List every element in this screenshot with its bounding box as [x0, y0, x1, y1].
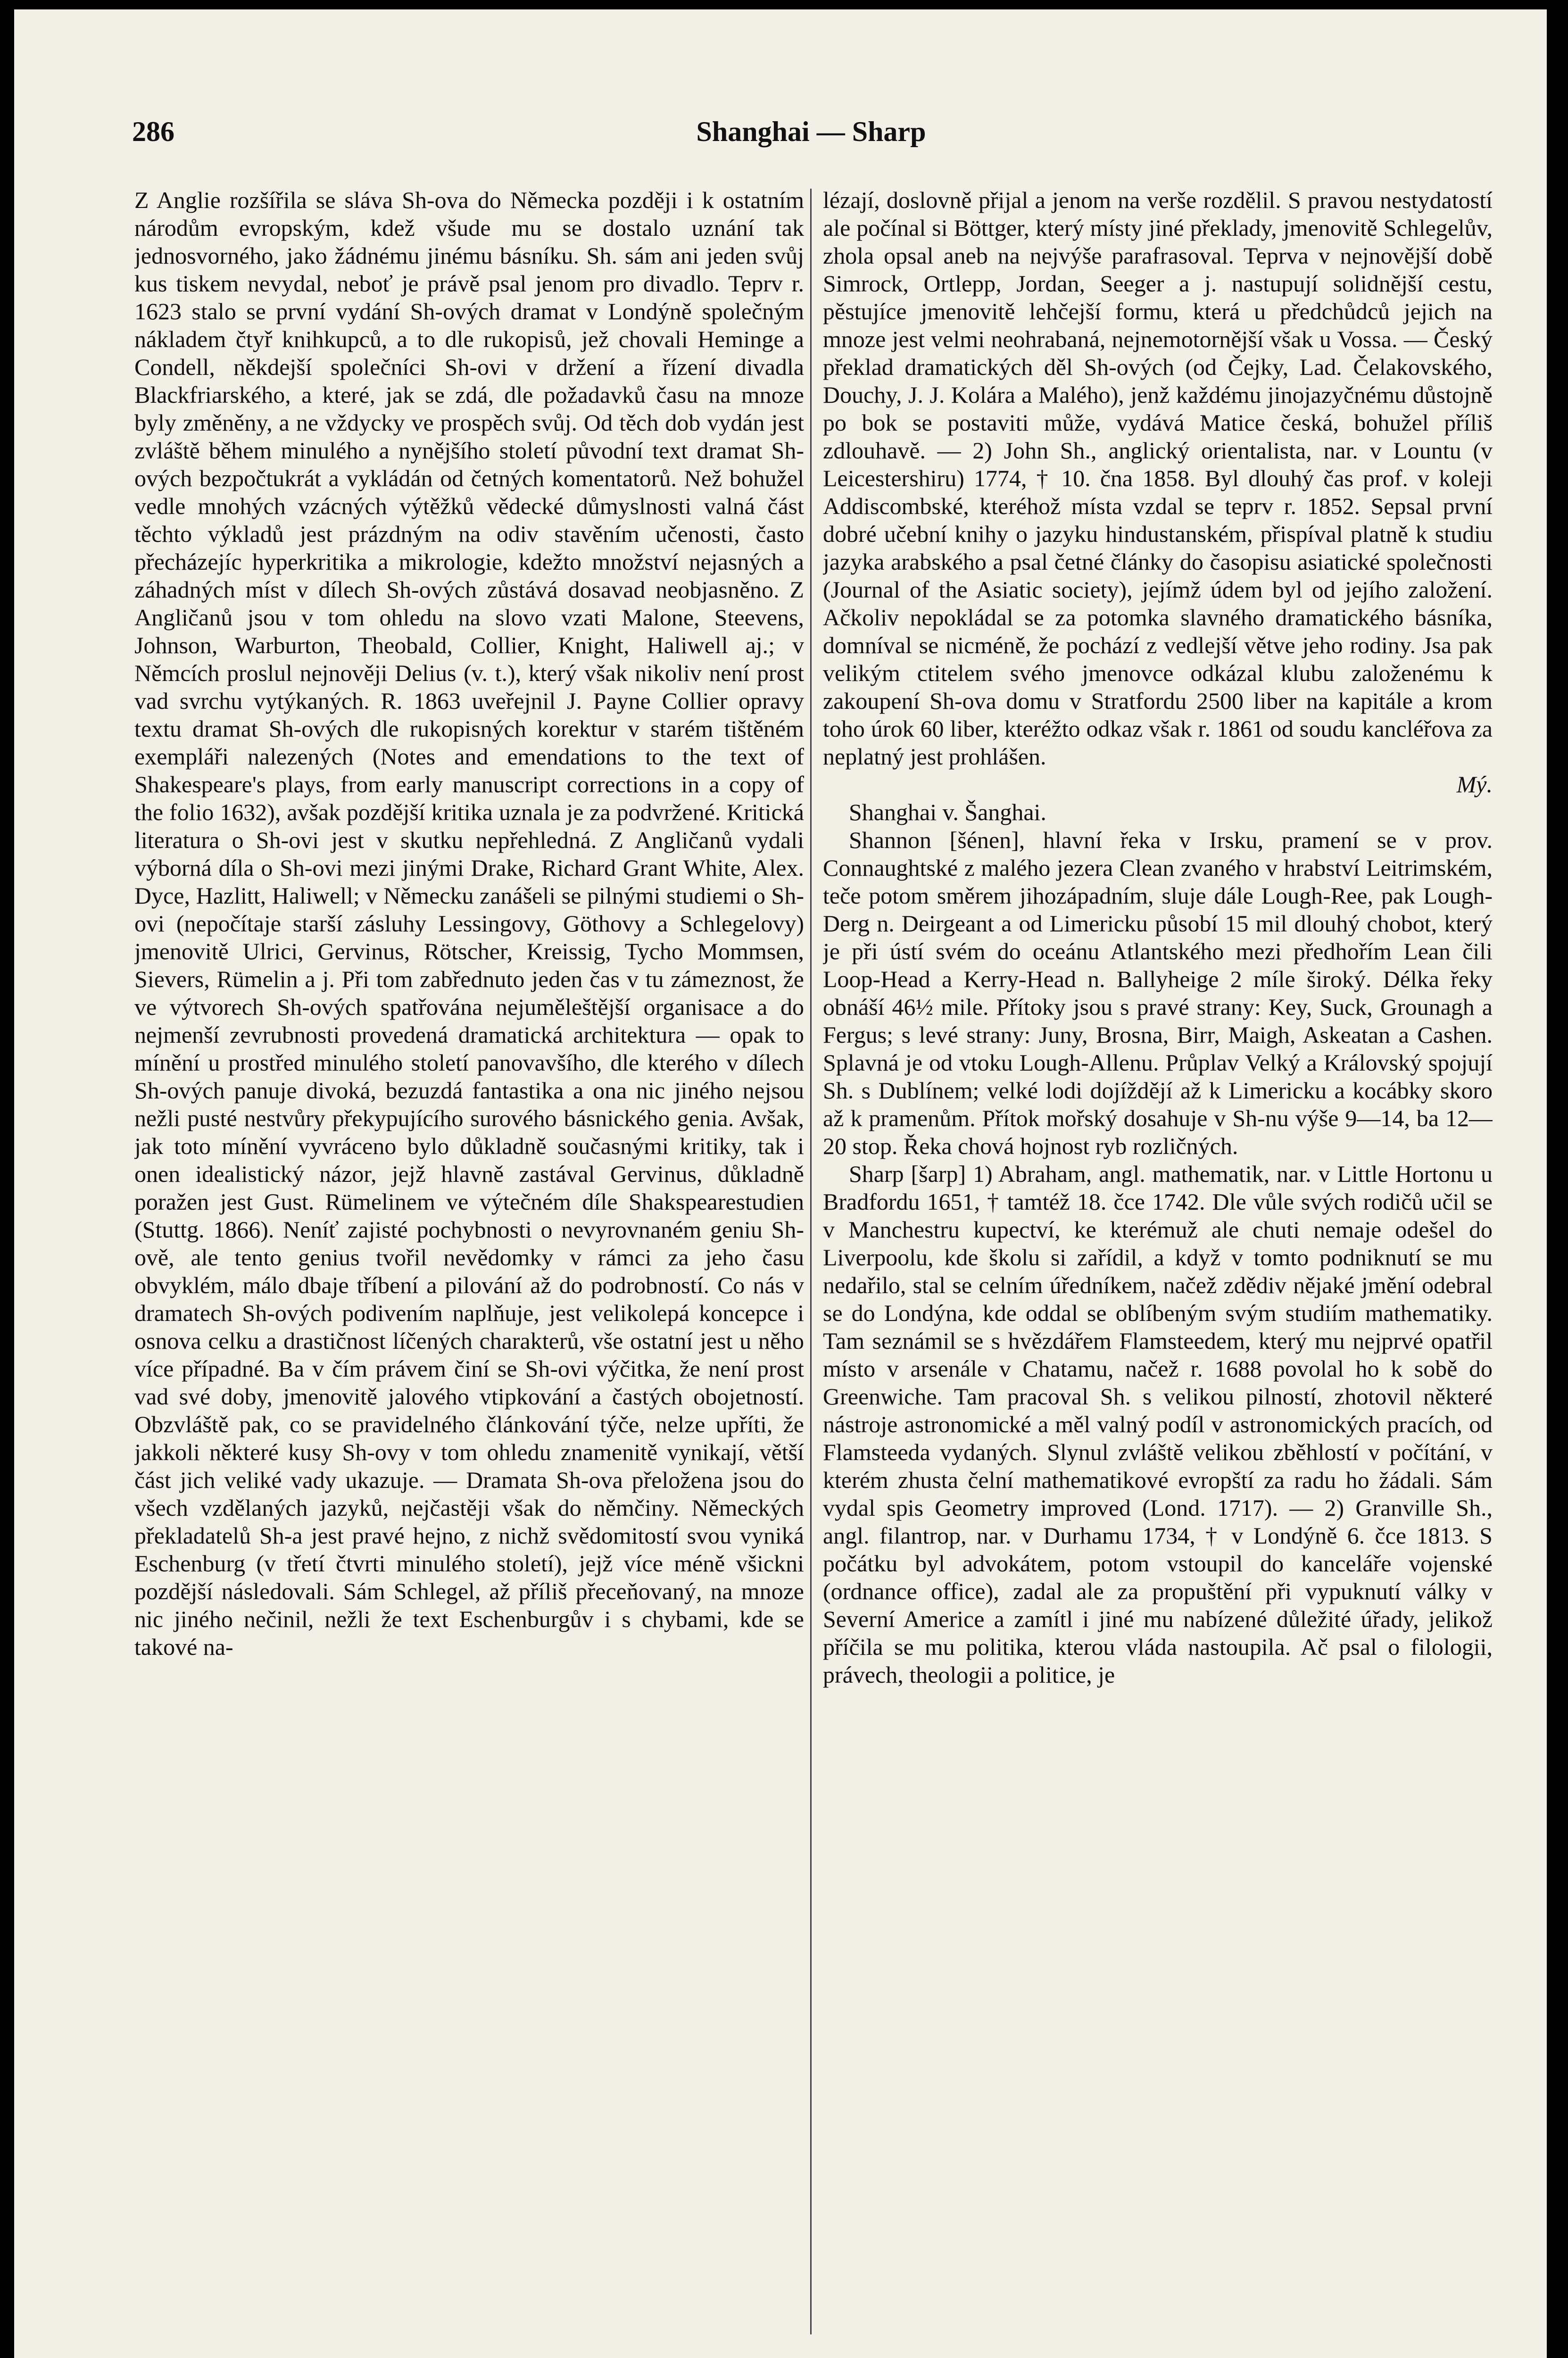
left-column — [134, 186, 804, 2358]
right-column — [823, 186, 1493, 2358]
author-signature: Mý. — [1456, 771, 1493, 797]
page-number: 286 — [132, 116, 174, 147]
column-rule — [810, 189, 812, 2334]
entry-shannon: Shannon [šénen], hlavní řeka v Irsku, pramení se v prov. Connaughtské z malého jezera Clean zvaného v hrabství Leitrimském, teče potom směrem jihozápadním, sluje dále Lough-Ree, pak Lough-Derg n. Deirgeant a od Limericku působí 15 mil dlouhý chobot, který je při ústí svém do oceánu Atlantského mezi předhořím Lean čili Loop-Head a Kerry-Head n. Ballyheige 2 míle široký. Délka řeky obnáší 46½ mile. Přítoky jsou s pravé strany: Key, Suck, Grounagh a Fergus; s levé strany: Juny, Brosna, Birr, Maigh, Askeatan a Cashen. Splavná je od vtoku Lough-Allenu. Průplav Velký a Královský spojují Sh. s Dublínem; velké lodi dojíždějí až k Limericku a kocábky skoro až k pramenům. Přítok mořský dosahuje v Sh-nu výše 9—14, ba 12—20 stop. Řeka chová hojnost ryb rozličných. — [823, 827, 1493, 1159]
entry-shanghai: Shanghai v. Šanghai. — [849, 799, 1046, 825]
page-header — [132, 116, 1490, 158]
article-text-shakespeare: Z Anglie rozšířila se sláva Sh-ova do Německa později i k ostatním národům evropským, kdež všude mu se dostalo uznání tak jednosvorného, jako žádnému jinému básníku. Sh. sám ani jeden svůj kus tiskem nevydal, neboť je právě psal jenom pro divadlo. Teprv r. 1623 stalo se první vydání Sh-ových dramat v Londýně společným nákladem čtyř knihkupců, a to dle rukopisů, jež chovali Heminge a Condell, někdejší společníci Sh-ovi v držení a řízení divadla Blackfriarského, a které, jak se zdá, dle požadavků času na mnoze byly změněny, a ne vždycky ve prospěch svůj. Od těch dob vydán jest zvláště během minulého a nynějšího století původní text dramat Sh-ových bezpočtukrát a vykládán od četných komentatorů. Než bohužel vedle mnohých vzácných výtěžků vědecké důmyslnosti valná část těchto výkladů jest prázdným na odiv stavěním učenosti, často přecházejíc hyperkritika a mikrologie, kdežto množství nejasných a záhadných míst v dílech Sh-ových zůstává dosavad neobjasněno. Z Angličanů jsou v tom ohledu na slovo vzati Malone, Steevens, Johnson, Warburton, Theobald, Collier, Knight, Haliwell aj.; v Němcích proslul nejnověji Delius (v. t.), který však nikoliv není prost vad svrchu vytýkaných. R. 1863 uveřejnil J. Payne Collier opravy textu dramat Sh-ových dle rukopisných korektur v starém tištěném exempláři nalezených (Notes and emendations to the text of Shakespeare's plays, from early manuscript corrections in a copy of the folio 1632), avšak pozdější kritika uznala je za podvržené. Kritická literatura o Sh-ovi jest v skutku nepřehledná. Z Angličanů vydali výborná díla o Sh-ovi mezi jinými Drake, Richard Grant White, Alex. Dyce, Hazlitt, Haliwell; v Německu zanášeli se pilnými studiemi o Sh-ovi (nepočítaje starší zásluhy Lessingovy, Göthovy a Schlegelovy) jmenovitě Ulrici, Gervinus, Rötscher, Kreissig, Tycho Mommsen, Sievers, Rümelin a j. Při tom zabřednuto jeden čas v tu zámeznost, že ve výtvorech Sh-ových spatřována nejuměleštější organisace a do nejmenší zevrubnosti provedená dramatická architektura — opak to mínění u prostřed minulého století panovavšího, dle kterého v dílech Sh-ových panuje divoká, bezuzdá fantastika a ona nic jiného nejsou nežli pusté nestvůry překypujícího surového básnického genia. Avšak, jak toto mínění vyvráceno bylo důkladně současnými kritiky, tak i onen idealistický názor, jejž hlavně zastával Gervinus, důkladně poražen jest Gust. Rümelinem ve výtečném díle Shakspearestudien (Stuttg. 1866). Neníť zajisté pochybnosti o nevyrovnaném geniu Sh-ově, ale tento genius tvořil nevědomky v rámci za jeho času obvyklém, málo dbaje tříbení a pilování až do podrobností. Co nás v dramatech Sh-ových podivením naplňuje, jest velikolepá koncepce i osnova celku a drastičnost líčených charakterů, vše ostatní jest u něho více případné. Ba v čím právem činí se Sh-ovi výčitka, že není prost vad své doby, jmenovitě jalového vtipkování a častých obojetností. Obzvláště pak, co se pravidelného článkování týče, nelze upříti, že jakkoli některé kusy Sh-ovy v tom ohledu znamenitě vynikají, větší část jich veliké vady ukazuje. — Dramata Sh-ova přeložena jsou do všech vzdělaných jazyků, nejčastěji však do němčiny. Německých překladatelů Sh-a jest pravé hejno, z nichž svědomitostí svou vyniká Eschenburg (v třetí čtvrti minulého století), jejž více méně všickni pozdější následovali. Sám Schlegel, až příliš přeceňovaný, na mnoze nic jiného nečinil, nežli že text Eschenburgův i s chybami, kde se takové na- — [134, 187, 804, 1660]
entry-sharp: Sharp [šarp] 1) Abraham, angl. mathematik, nar. v Little Hortonu u Bradfordu 1651, † tamtéž 18. čce 1742. Dle vůle svých rodičů učil se v Manchestru kupectví, ke kterémuž ale chuti nemaje odešel do Liverpoolu, kde školu si zařídil, a když v tomto podniknutí se mu nedařilo, stal se celním úředníkem, načež zdědiv nějaké jmění odebral se do Londýna, kde oddal se oblíbeným svým studiím mathematiky. Tam seznámil se s hvězdářem Flamsteedem, který mu nejprvé opatřil místo v arsenále v Chatamu, načež r. 1688 povolal ho k sobě do Greenwiche. Tam pracoval Sh. s velikou pilností, zhotovil některé nástroje astronomické a měl valný podíl v astronomických pracích, od Flamsteeda vydaných. Slynul zvláště velikou zběhlostí v počítání, v kterém zhusta čelní mathematikové evropští za radu ho žádali. Sám vydal spis Geometry improved (Lond. 1717). — 2) Granville Sh., angl. filantrop, nar. v Durhamu 1734, † v Londýně 6. čce 1813. S počátku byl advokátem, potom vstoupil do kanceláře vojenské (ordnance office), zadal ale za propuštění při vypuknutí války v Severní Americe a zamítl i jiné mu nabízené důležité úřady, jelikož příčila se mu politika, kterou vláda nastoupila. Ač psal o filologii, právech, theologii a politice, je — [823, 1161, 1493, 1688]
article-text-shakespeare-continued: lézají, doslovně přijal a jenom na verše rozdělil. S pravou nestydatostí ale počínal si Böttger, který místy jiné překlady, jmenovitě Schlegelův, zhola opsal aneb na nejvýše parafrasoval. Teprva v nejnovější době Simrock, Ortlepp, Jordan, Seeger a j. nastupují solidnější cestu, pěstujíce jmenovitě lehčejší formu, která u předchůdců jejich na mnoze jest velmi neohrabaná, nejnemotornější však u Vossa. — Český překlad dramatických děl Sh-ových (od Čejky, Lad. Čelakovského, Douchy, J. J. Kolára a Malého), jenž každému jinojazyčnému důstojně po bok se postaviti může, vydává Matice česká, bohužel příliš zdlouhavě. — 2) John Sh., anglický orientalista, nar. v Lountu (v Leicestershiru) 1774, † 10. čna 1858. Byl dlouhý čas prof. v koleji Addiscombské, kteréhož místa vzdal se teprv r. 1852. Sepsal první dobré učební knihy o jazyku hindustanském, přispíval platně k studiu jazyka arabského a psal četné články do časopisu asiatické společnosti (Journal of the Asiatic society), jejímž údem byl od jejího založení. Ačkoliv nepokládal se za potomka slavného dramatického básníka, domníval se nicméně, že pochází z vedlejší větve jeho rodiny. Jsa pak velikým ctitelem svého jmenovce odkázal klubu založenému k zakoupení Sh-ova domu v Stratfordu 2500 liber na kapitále a krom toho úrok 60 liber, kteréžto odkaz však r. 1861 od soudu kancléřova za neplatný jest prohlášen. — [823, 187, 1493, 770]
running-head: Shanghai — Sharp — [696, 116, 926, 147]
